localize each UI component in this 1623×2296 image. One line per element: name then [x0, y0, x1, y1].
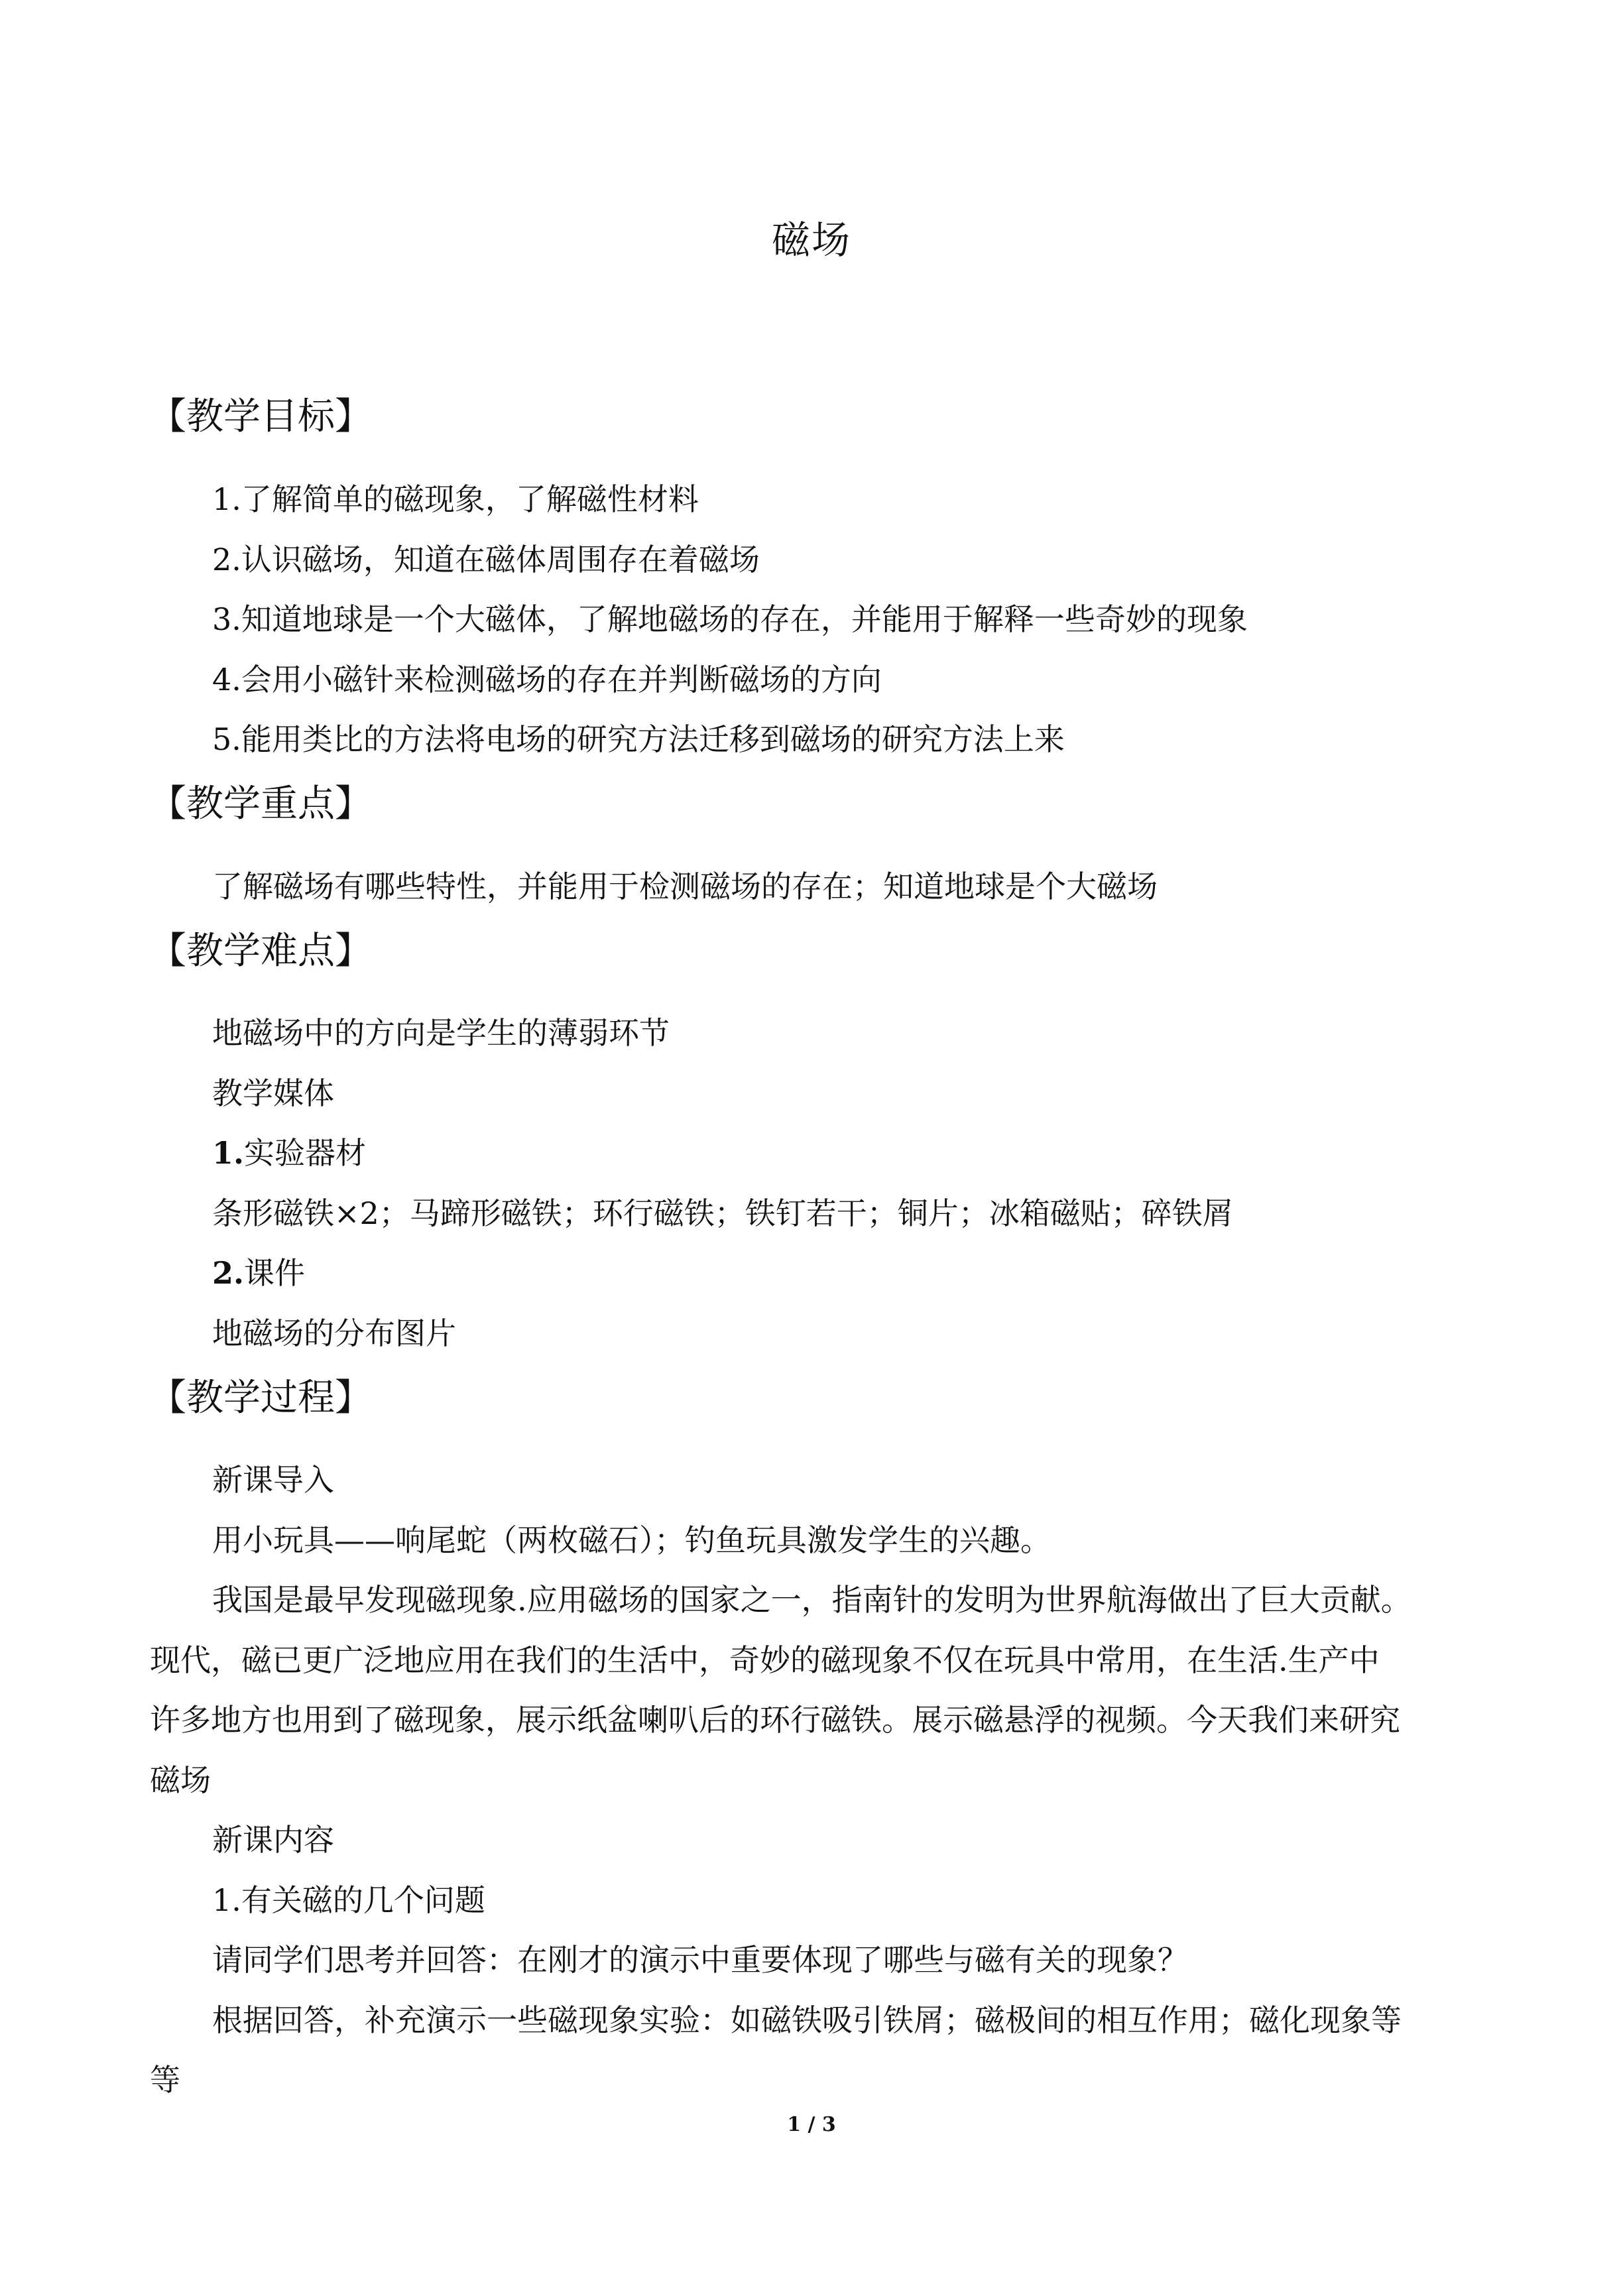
- media-label: 教学媒体: [212, 1075, 334, 1111]
- equipment-list: 条形磁铁×2；马蹄形磁铁；环行磁铁；铁钉若干；铜片；冰箱磁贴；碎铁屑: [212, 1195, 1233, 1231]
- key-points-text: 了解磁场有哪些特性，并能用于检测磁场的存在；知道地球是个大磁场: [212, 869, 1158, 904]
- question-text: 请同学们思考并回答：在刚才的演示中重要体现了哪些与磁有关的现象？: [212, 1942, 1188, 1978]
- key-points-heading: 【教学重点】: [149, 782, 372, 825]
- difficulties-text: 地磁场中的方向是学生的薄弱环节: [212, 1015, 670, 1051]
- paragraph-line-3: 许多地方也用到了磁现象，展示纸盆喇叭后的环行磁铁。展示磁悬浮的视频。今天我们来研究: [150, 1702, 1400, 1738]
- process-heading: 【教学过程】: [149, 1376, 372, 1420]
- page-indicator: 1 / 3: [787, 2113, 836, 2136]
- paragraph-line-2: 现代，磁已更广泛地应用在我们的生活中，奇妙的磁现象不仅在玩具中常用，在生活.生产中: [150, 1642, 1380, 1678]
- courseware-text: 地磁场的分布图片: [212, 1315, 456, 1351]
- objective-item-4: 4.会用小磁针来检测磁场的存在并判断磁场的方向: [212, 662, 882, 697]
- question-heading: 1.有关磁的几个问题: [212, 1882, 485, 1918]
- objective-item-2: 2.认识磁场，知道在磁体周围存在着磁场: [212, 542, 760, 577]
- objective-item-3: 3.知道地球是一个大磁体，了解地磁场的存在，并能用于解释一些奇妙的现象: [212, 601, 1248, 637]
- courseware-number: 2.: [212, 1255, 245, 1291]
- intro-label: 新课导入: [212, 1462, 334, 1498]
- page-title: 磁场: [771, 217, 851, 263]
- objectives-heading: 【教学目标】: [149, 395, 372, 438]
- equipment-heading: [212, 1130, 366, 1176]
- courseware-heading: [212, 1250, 305, 1296]
- objective-item-1: 1.了解简单的磁现象，了解磁性材料: [212, 481, 699, 517]
- paragraph-line-4: 磁场: [150, 1762, 211, 1798]
- equipment-label: 实验器材: [244, 1135, 367, 1171]
- objective-item-5: 5.能用类比的方法将电场的研究方法迁移到磁场的研究方法上来: [212, 721, 1065, 757]
- paragraph-line-1: 我国是最早发现磁现象.应用磁场的国家之一，指南针的发明为世界航海做出了巨大贡献。: [212, 1582, 1412, 1618]
- difficulties-heading: 【教学难点】: [149, 930, 372, 973]
- content-label: 新课内容: [212, 1822, 334, 1858]
- courseware-label: 课件: [244, 1255, 306, 1291]
- answer-line-2: 等: [150, 2062, 180, 2098]
- intro-text: 用小玩具——响尾蛇（两枚磁石）；钓鱼玩具激发学生的兴趣。: [212, 1522, 1051, 1558]
- equipment-number: 1.: [212, 1135, 245, 1171]
- answer-line-1: 根据回答，补充演示一些磁现象实验：如磁铁吸引铁屑；磁极间的相互作用；磁化现象等: [212, 2002, 1402, 2038]
